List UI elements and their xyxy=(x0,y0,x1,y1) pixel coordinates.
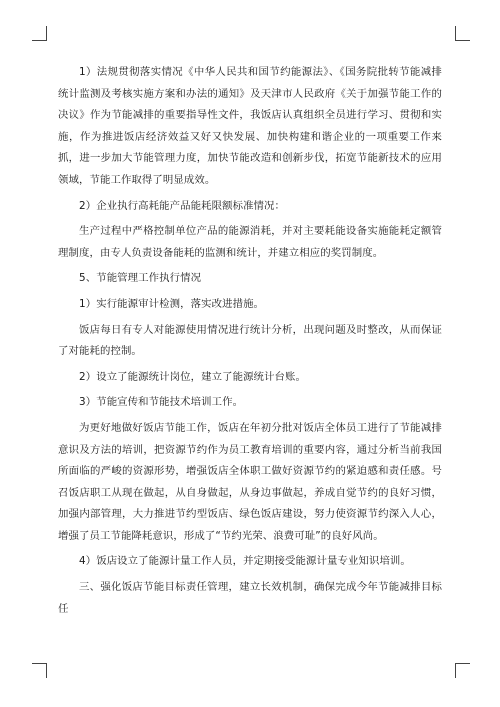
crop-mark-bottom-right xyxy=(455,663,470,678)
paragraph-metering-staff: 4）饭店设立了能源计量工作人员，并定期接受能源计量专业知识培训。 xyxy=(79,555,411,568)
section-heading-energy-management: 5、节能管理工作执行情况 xyxy=(79,272,202,285)
paragraph-energy-audit-heading: 1）实行能源审计检测，落实改进措施。 xyxy=(79,297,265,310)
crop-mark-top-right xyxy=(455,26,470,41)
paragraph-statistics-post: 2）设立了能源统计岗位，建立了能源统计台账。 xyxy=(79,370,307,383)
crop-mark-bottom-left xyxy=(32,663,47,678)
paragraph-energy-quota-heading: 2）企业执行高耗能产品能耗限额标准情况： xyxy=(79,199,286,212)
paragraph-training-heading: 3）节能宣传和节能技术培训工作。 xyxy=(79,396,244,409)
document-body xyxy=(58,62,442,624)
paragraph-section-three: 三、强化饭店节能目标责任管理，建立长效机制，确保完成今年节能减排目标任 xyxy=(58,581,442,615)
paragraph-energy-quota-detail: 生产过程中严格控制单位产品的能源消耗，并对主要耗能设备实施能耗定额管理制度，由专人负责设备能耗的监测和统计，并建立相应的奖罚制度。 xyxy=(58,225,442,259)
crop-mark-top-left xyxy=(32,26,47,41)
paragraph-energy-audit-detail: 饭店每日有专人对能源使用情况进行统计分析，出现问题及时整改，从而保证了对能耗的控制。 xyxy=(58,323,442,358)
paragraph-regulation-implementation: 1）法规贯彻落实情况《中华人民共和国节约能源法》、《国务院批转节能减排统计监测及考核实施方案和办法的通知》及天津市人民政府《关于加强节能工作的决议》作为节能减排的重要指导性文件，我饭店认真组织全员进行学习、贯彻和实施，作为推进饭店经济效益又好又快发展、加快构建和谐企业的一项重要工作来抓，进一步加大节能管理力度，加快节能改造和创新步伐，拓宽节能新技术的应用领域，节能工作取得了明显成效。 xyxy=(58,66,442,186)
paragraph-training-detail: 为更好地做好饭店节能工作，饭店在年初分批对饭店全体员工进行了节能减排意识及方法的培训，把资源节约作为员工教育培训的重要内容，通过分析当前我国所面临的严峻的资源形势，增强饭店全体职工做好资源节约的紧迫感和责任感。号召饭店职工从现在做起，从自身做起，从身边事做起，养成自觉节约的良好习惯，加强内部管理，大力推进节约型饭店、绿色饭店建设，努力使资源节约深入人心，增强了员工节能降耗意识，形成了“节约光荣、浪费可耻”的良好风尚。 xyxy=(58,421,442,542)
